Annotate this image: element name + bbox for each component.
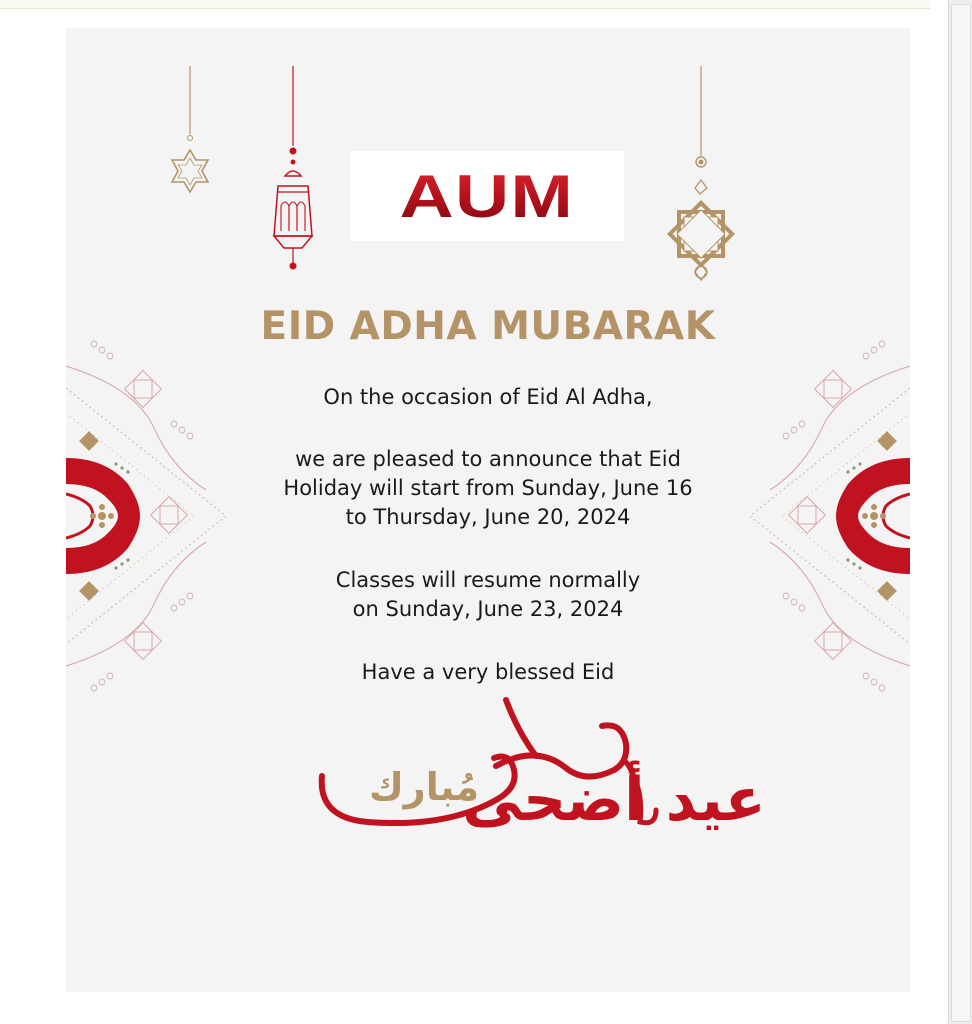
page-title: EID ADHA MUBARAK [260, 304, 716, 349]
aum-logo [350, 151, 624, 241]
paragraph-line: Have a very blessed Eid [361, 660, 615, 684]
announcement-paragraph [66, 566, 910, 624]
paragraph-line: we are pleased to announce that Eid [295, 447, 681, 471]
announcement-card [66, 28, 910, 992]
calligraphy-large-text: عيد أضحى [462, 765, 766, 835]
logo-text: AUM [399, 162, 575, 230]
top-bar [0, 0, 930, 9]
paragraph-line: on Sunday, June 23, 2024 [352, 597, 624, 621]
scrollbar-thumb[interactable] [951, 4, 971, 1022]
hanging-lantern-icon [274, 66, 312, 269]
calligraphy-small-text: مُبارك [368, 765, 480, 809]
eid-adha-calligraphy [322, 700, 766, 835]
paragraph-line: Classes will resume normally [335, 568, 641, 592]
paragraph-line: Holiday will start from Sunday, June 16 [283, 476, 693, 500]
hanging-star-icon [172, 66, 208, 192]
paragraph-line: to Thursday, June 20, 2024 [345, 505, 631, 529]
announcement-paragraph [66, 658, 910, 687]
announcement-paragraph [66, 445, 910, 532]
hanging-octagram-icon [670, 66, 732, 280]
paragraph-line: On the occasion of Eid Al Adha, [323, 385, 653, 409]
announcement-paragraph [66, 383, 910, 412]
